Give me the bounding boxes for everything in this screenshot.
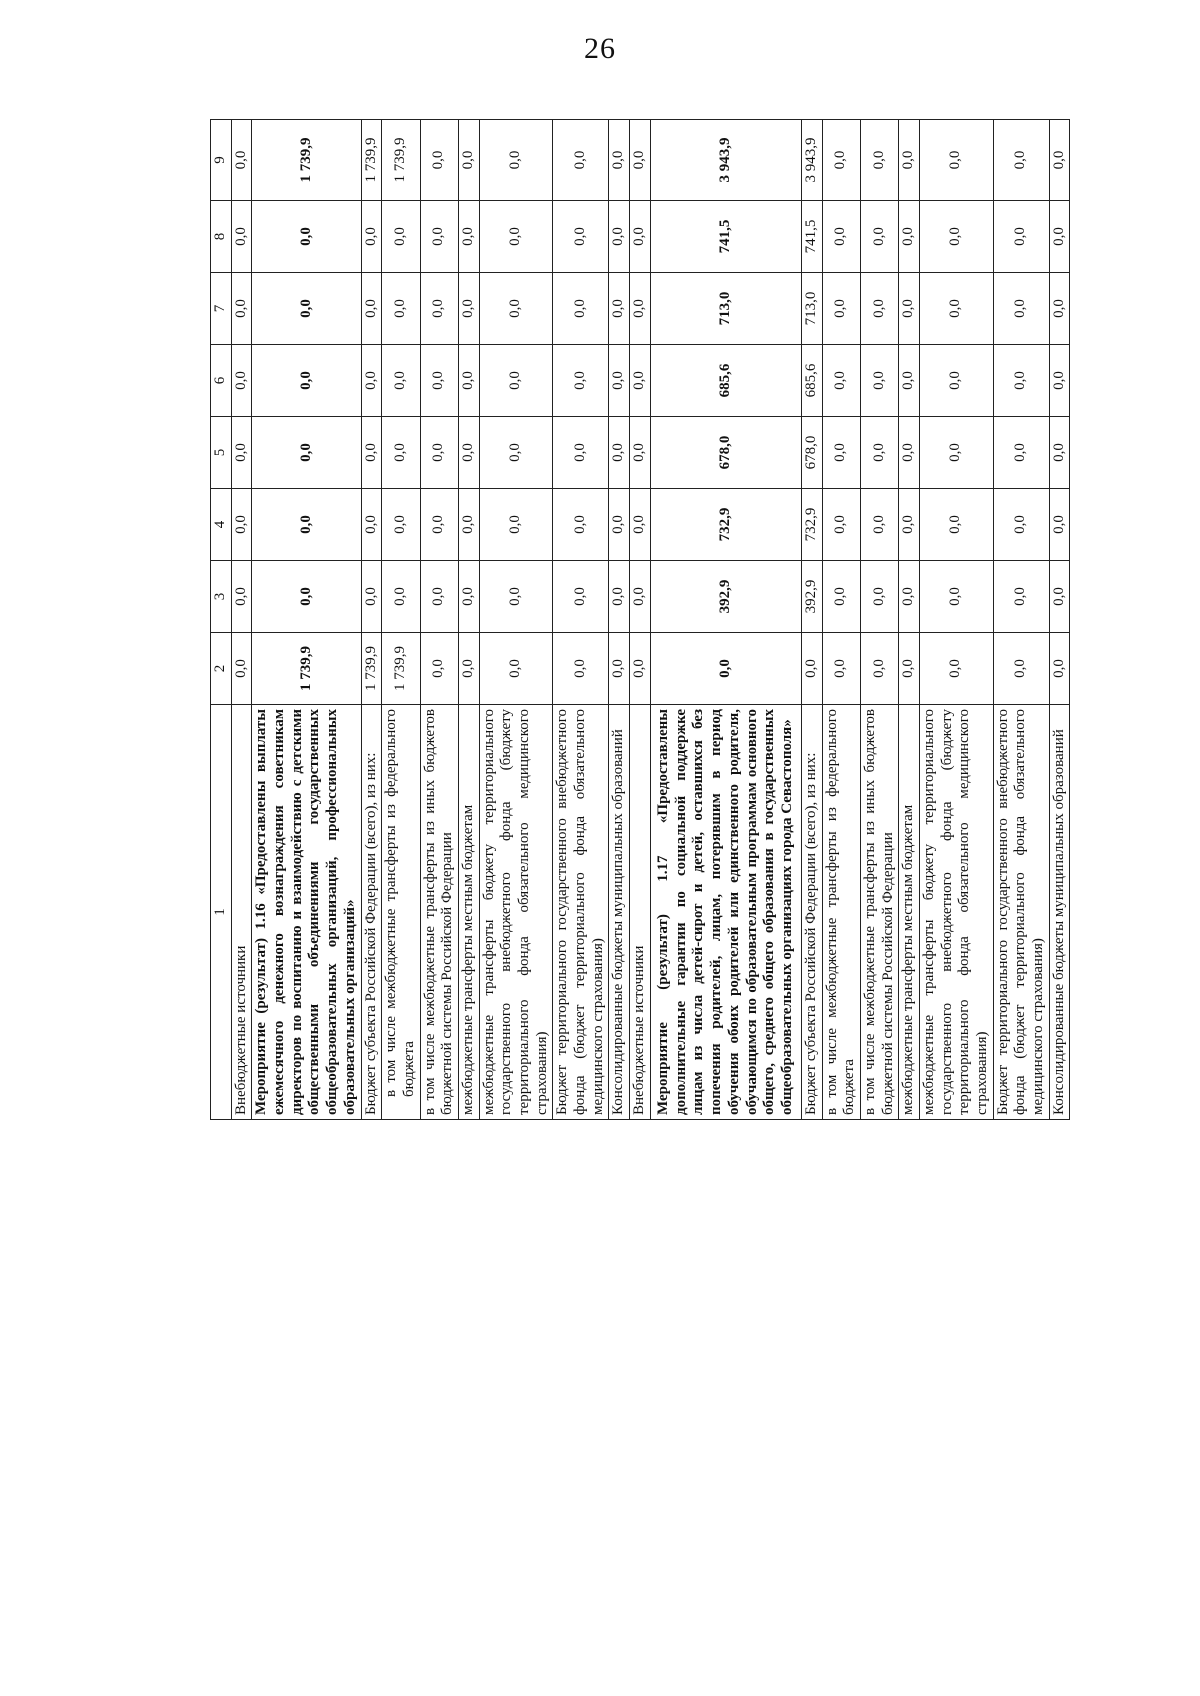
row-value: 0,0 [1049, 273, 1070, 345]
row-value: 0,0 [993, 120, 1049, 201]
row-label: Бюджет субъекта Российской Федерации (всего), из них: [361, 705, 382, 1120]
row-value: 0,0 [919, 489, 993, 561]
row-value: 0,0 [361, 345, 382, 417]
table-row [252, 120, 361, 1120]
row-value: 0,0 [252, 345, 361, 417]
row-value: 0,0 [553, 201, 609, 273]
table-row [1049, 120, 1070, 1120]
row-label: Консолидированные бюджеты муниципальных образований [1049, 705, 1070, 1120]
row-value: 0,0 [919, 561, 993, 633]
column-number: 2 [211, 633, 232, 705]
table-row [860, 120, 898, 1120]
row-value: 0,0 [609, 345, 630, 417]
row-value: 0,0 [650, 633, 801, 705]
row-value: 0,0 [479, 273, 553, 345]
row-label: Бюджет территориального государственного внебюджетного фонда (бюджет территориального фонда обязательного медицинского страхования) [993, 705, 1049, 1120]
column-number: 7 [211, 273, 232, 345]
row-value: 0,0 [630, 201, 651, 273]
row-value: 0,0 [458, 345, 479, 417]
row-label: в том числе межбюджетные трансферты из иных бюджетов бюджетной системы Российской Федерации [420, 705, 458, 1120]
row-value: 0,0 [553, 561, 609, 633]
row-value: 0,0 [420, 345, 458, 417]
row-value: 1 739,9 [361, 633, 382, 705]
row-value: 0,0 [231, 489, 252, 561]
row-value: 685,6 [650, 345, 801, 417]
row-value: 0,0 [860, 273, 898, 345]
table-row [801, 120, 822, 1120]
row-value: 0,0 [993, 561, 1049, 633]
row-value: 1 739,9 [361, 120, 382, 201]
row-value: 0,0 [899, 273, 920, 345]
row-value: 0,0 [1049, 633, 1070, 705]
row-label: в том числе межбюджетные трансферты из иных бюджетов бюджетной системы Российской Федерации [860, 705, 898, 1120]
row-value: 392,9 [650, 561, 801, 633]
column-number: 8 [211, 201, 232, 273]
row-value: 0,0 [479, 201, 553, 273]
column-number: 9 [211, 120, 232, 201]
table-row [650, 120, 801, 1120]
row-value: 0,0 [420, 201, 458, 273]
row-value: 0,0 [252, 561, 361, 633]
row-value: 1 739,9 [382, 633, 420, 705]
row-label: межбюджетные трансферты местным бюджетам [899, 705, 920, 1120]
row-value: 0,0 [553, 273, 609, 345]
row-value: 0,0 [553, 345, 609, 417]
row-value: 0,0 [993, 201, 1049, 273]
row-value: 0,0 [420, 417, 458, 489]
row-value: 732,9 [801, 489, 822, 561]
row-value: 1 739,9 [252, 633, 361, 705]
row-value: 0,0 [479, 633, 553, 705]
row-value: 0,0 [609, 273, 630, 345]
row-value: 0,0 [899, 345, 920, 417]
row-value: 0,0 [361, 273, 382, 345]
row-value: 0,0 [822, 633, 860, 705]
row-value: 0,0 [609, 417, 630, 489]
row-value: 0,0 [822, 489, 860, 561]
row-value: 0,0 [252, 489, 361, 561]
budget-table [210, 119, 1070, 1120]
row-value: 0,0 [382, 561, 420, 633]
row-value: 0,0 [553, 633, 609, 705]
row-label: Мероприятие (результат) 1.17 «Предоставлены дополнительные гарантии по социальной поддержке лицам из числа детей-сирот и детей, оставшихся без попечения родителей, лицам, потерявшим в период обучения обоих родителей или единственного родителя, обучающимся по образовательным программам основного общего, среднего общего образования в государственных общеобразовательных организациях города Севастополя» [650, 705, 801, 1120]
row-value: 678,0 [801, 417, 822, 489]
row-value: 0,0 [822, 273, 860, 345]
row-value: 0,0 [919, 201, 993, 273]
row-value: 0,0 [899, 120, 920, 201]
row-value: 0,0 [630, 345, 651, 417]
row-label: межбюджетные трансферты местным бюджетам [458, 705, 479, 1120]
row-value: 0,0 [382, 201, 420, 273]
row-value: 0,0 [609, 633, 630, 705]
row-label: Мероприятие (результат) 1.16 «Предоставлены выплаты ежемесячного денежного вознаграждения советникам директоров по воспитанию и взаимодействию с детскими общественными объединениями государственных общеобразовательных организаций, профессиональных образовательных организаций» [252, 705, 361, 1120]
row-value: 0,0 [361, 561, 382, 633]
row-value: 0,0 [919, 633, 993, 705]
row-value: 3 943,9 [650, 120, 801, 201]
row-value: 0,0 [609, 120, 630, 201]
row-value: 392,9 [801, 561, 822, 633]
row-value: 0,0 [458, 417, 479, 489]
row-label: межбюджетные трансферты бюджету территориального государственного внебюджетного фонда (бюджету территориального фонда обязательного медицинского страхования) [479, 705, 553, 1120]
column-number: 6 [211, 345, 232, 417]
table-row [822, 120, 860, 1120]
row-value: 0,0 [860, 561, 898, 633]
row-value: 0,0 [993, 633, 1049, 705]
table-row [361, 120, 382, 1120]
row-value: 741,5 [650, 201, 801, 273]
table-row [479, 120, 553, 1120]
row-value: 0,0 [630, 633, 651, 705]
row-value: 0,0 [231, 273, 252, 345]
row-value: 0,0 [860, 201, 898, 273]
row-value: 0,0 [822, 417, 860, 489]
column-number: 5 [211, 417, 232, 489]
row-value: 0,0 [860, 489, 898, 561]
row-value: 732,9 [650, 489, 801, 561]
row-value: 0,0 [231, 201, 252, 273]
row-value: 713,0 [801, 273, 822, 345]
row-value: 0,0 [553, 489, 609, 561]
row-label: Бюджет субъекта Российской Федерации (всего), из них: [801, 705, 822, 1120]
row-value: 0,0 [231, 345, 252, 417]
column-number: 4 [211, 489, 232, 561]
row-value: 0,0 [458, 201, 479, 273]
table-row [420, 120, 458, 1120]
row-value: 741,5 [801, 201, 822, 273]
row-value: 0,0 [630, 489, 651, 561]
row-value: 0,0 [609, 561, 630, 633]
row-value: 0,0 [993, 489, 1049, 561]
row-value: 0,0 [361, 201, 382, 273]
row-value: 0,0 [382, 489, 420, 561]
row-value: 685,6 [801, 345, 822, 417]
row-value: 0,0 [919, 120, 993, 201]
row-value: 0,0 [609, 201, 630, 273]
table-row [382, 120, 420, 1120]
row-value: 0,0 [1049, 120, 1070, 201]
row-value: 0,0 [420, 120, 458, 201]
row-value: 0,0 [1049, 561, 1070, 633]
row-value: 0,0 [553, 417, 609, 489]
row-value: 0,0 [860, 633, 898, 705]
row-value: 0,0 [479, 561, 553, 633]
row-value: 0,0 [231, 561, 252, 633]
row-value: 0,0 [993, 273, 1049, 345]
rotated-table-wrapper [210, 120, 1155, 1120]
row-value: 0,0 [630, 273, 651, 345]
row-value: 0,0 [822, 120, 860, 201]
row-value: 0,0 [630, 561, 651, 633]
table-row [919, 120, 993, 1120]
row-value: 0,0 [458, 120, 479, 201]
row-value: 0,0 [420, 633, 458, 705]
row-value: 0,0 [252, 201, 361, 273]
row-value: 0,0 [822, 561, 860, 633]
table-row [458, 120, 479, 1120]
row-value: 678,0 [650, 417, 801, 489]
row-value: 0,0 [479, 345, 553, 417]
table-row [993, 120, 1049, 1120]
row-value: 0,0 [479, 120, 553, 201]
row-value: 0,0 [919, 417, 993, 489]
row-label: в том числе межбюджетные трансферты из федерального бюджета [382, 705, 420, 1120]
page-number: 26 [584, 32, 616, 65]
column-number: 1 [211, 705, 232, 1120]
table-row [630, 120, 651, 1120]
row-value: 0,0 [899, 417, 920, 489]
row-value: 0,0 [1049, 201, 1070, 273]
row-value: 0,0 [231, 120, 252, 201]
table-row [553, 120, 609, 1120]
row-value: 0,0 [361, 417, 382, 489]
row-label: межбюджетные трансферты бюджету территориального государственного внебюджетного фонда (бюджету территориального фонда обязательного медицинского страхования) [919, 705, 993, 1120]
row-value: 0,0 [252, 273, 361, 345]
row-value: 0,0 [382, 273, 420, 345]
row-value: 0,0 [458, 273, 479, 345]
row-value: 713,0 [650, 273, 801, 345]
row-value: 0,0 [899, 633, 920, 705]
row-label: Внебюджетные источники [630, 705, 651, 1120]
row-value: 0,0 [822, 345, 860, 417]
row-value: 0,0 [1049, 489, 1070, 561]
row-value: 0,0 [630, 417, 651, 489]
row-value: 1 739,9 [382, 120, 420, 201]
row-label: Внебюджетные источники [231, 705, 252, 1120]
row-value: 0,0 [609, 489, 630, 561]
row-value: 0,0 [252, 417, 361, 489]
row-value: 0,0 [553, 120, 609, 201]
row-label: Бюджет территориального государственного внебюджетного фонда (бюджет территориального фонда обязательного медицинского страхования) [553, 705, 609, 1120]
column-number-row [211, 120, 232, 1120]
row-value: 0,0 [479, 417, 553, 489]
row-value: 0,0 [860, 120, 898, 201]
row-value: 0,0 [630, 120, 651, 201]
row-value: 0,0 [231, 417, 252, 489]
table-body [211, 120, 1070, 1120]
row-value: 0,0 [899, 489, 920, 561]
row-value: 0,0 [860, 345, 898, 417]
row-value: 0,0 [231, 633, 252, 705]
row-value: 0,0 [458, 561, 479, 633]
row-value: 0,0 [919, 345, 993, 417]
row-value: 0,0 [1049, 345, 1070, 417]
row-value: 0,0 [382, 345, 420, 417]
row-value: 0,0 [1049, 417, 1070, 489]
row-value: 0,0 [822, 201, 860, 273]
row-value: 0,0 [993, 417, 1049, 489]
table-row [899, 120, 920, 1120]
row-value: 0,0 [382, 417, 420, 489]
row-value: 0,0 [458, 489, 479, 561]
row-value: 0,0 [479, 489, 553, 561]
row-label: в том числе межбюджетные трансферты из федерального бюджета [822, 705, 860, 1120]
table-row [609, 120, 630, 1120]
row-value: 0,0 [919, 273, 993, 345]
row-value: 0,0 [993, 345, 1049, 417]
row-value: 0,0 [458, 633, 479, 705]
row-value: 0,0 [361, 489, 382, 561]
column-number: 3 [211, 561, 232, 633]
table-row [231, 120, 252, 1120]
row-value: 1 739,9 [252, 120, 361, 201]
row-value: 0,0 [860, 417, 898, 489]
row-value: 3 943,9 [801, 120, 822, 201]
row-label: Консолидированные бюджеты муниципальных образований [609, 705, 630, 1120]
row-value: 0,0 [801, 633, 822, 705]
row-value: 0,0 [420, 489, 458, 561]
row-value: 0,0 [420, 561, 458, 633]
row-value: 0,0 [420, 273, 458, 345]
row-value: 0,0 [899, 561, 920, 633]
row-value: 0,0 [899, 201, 920, 273]
